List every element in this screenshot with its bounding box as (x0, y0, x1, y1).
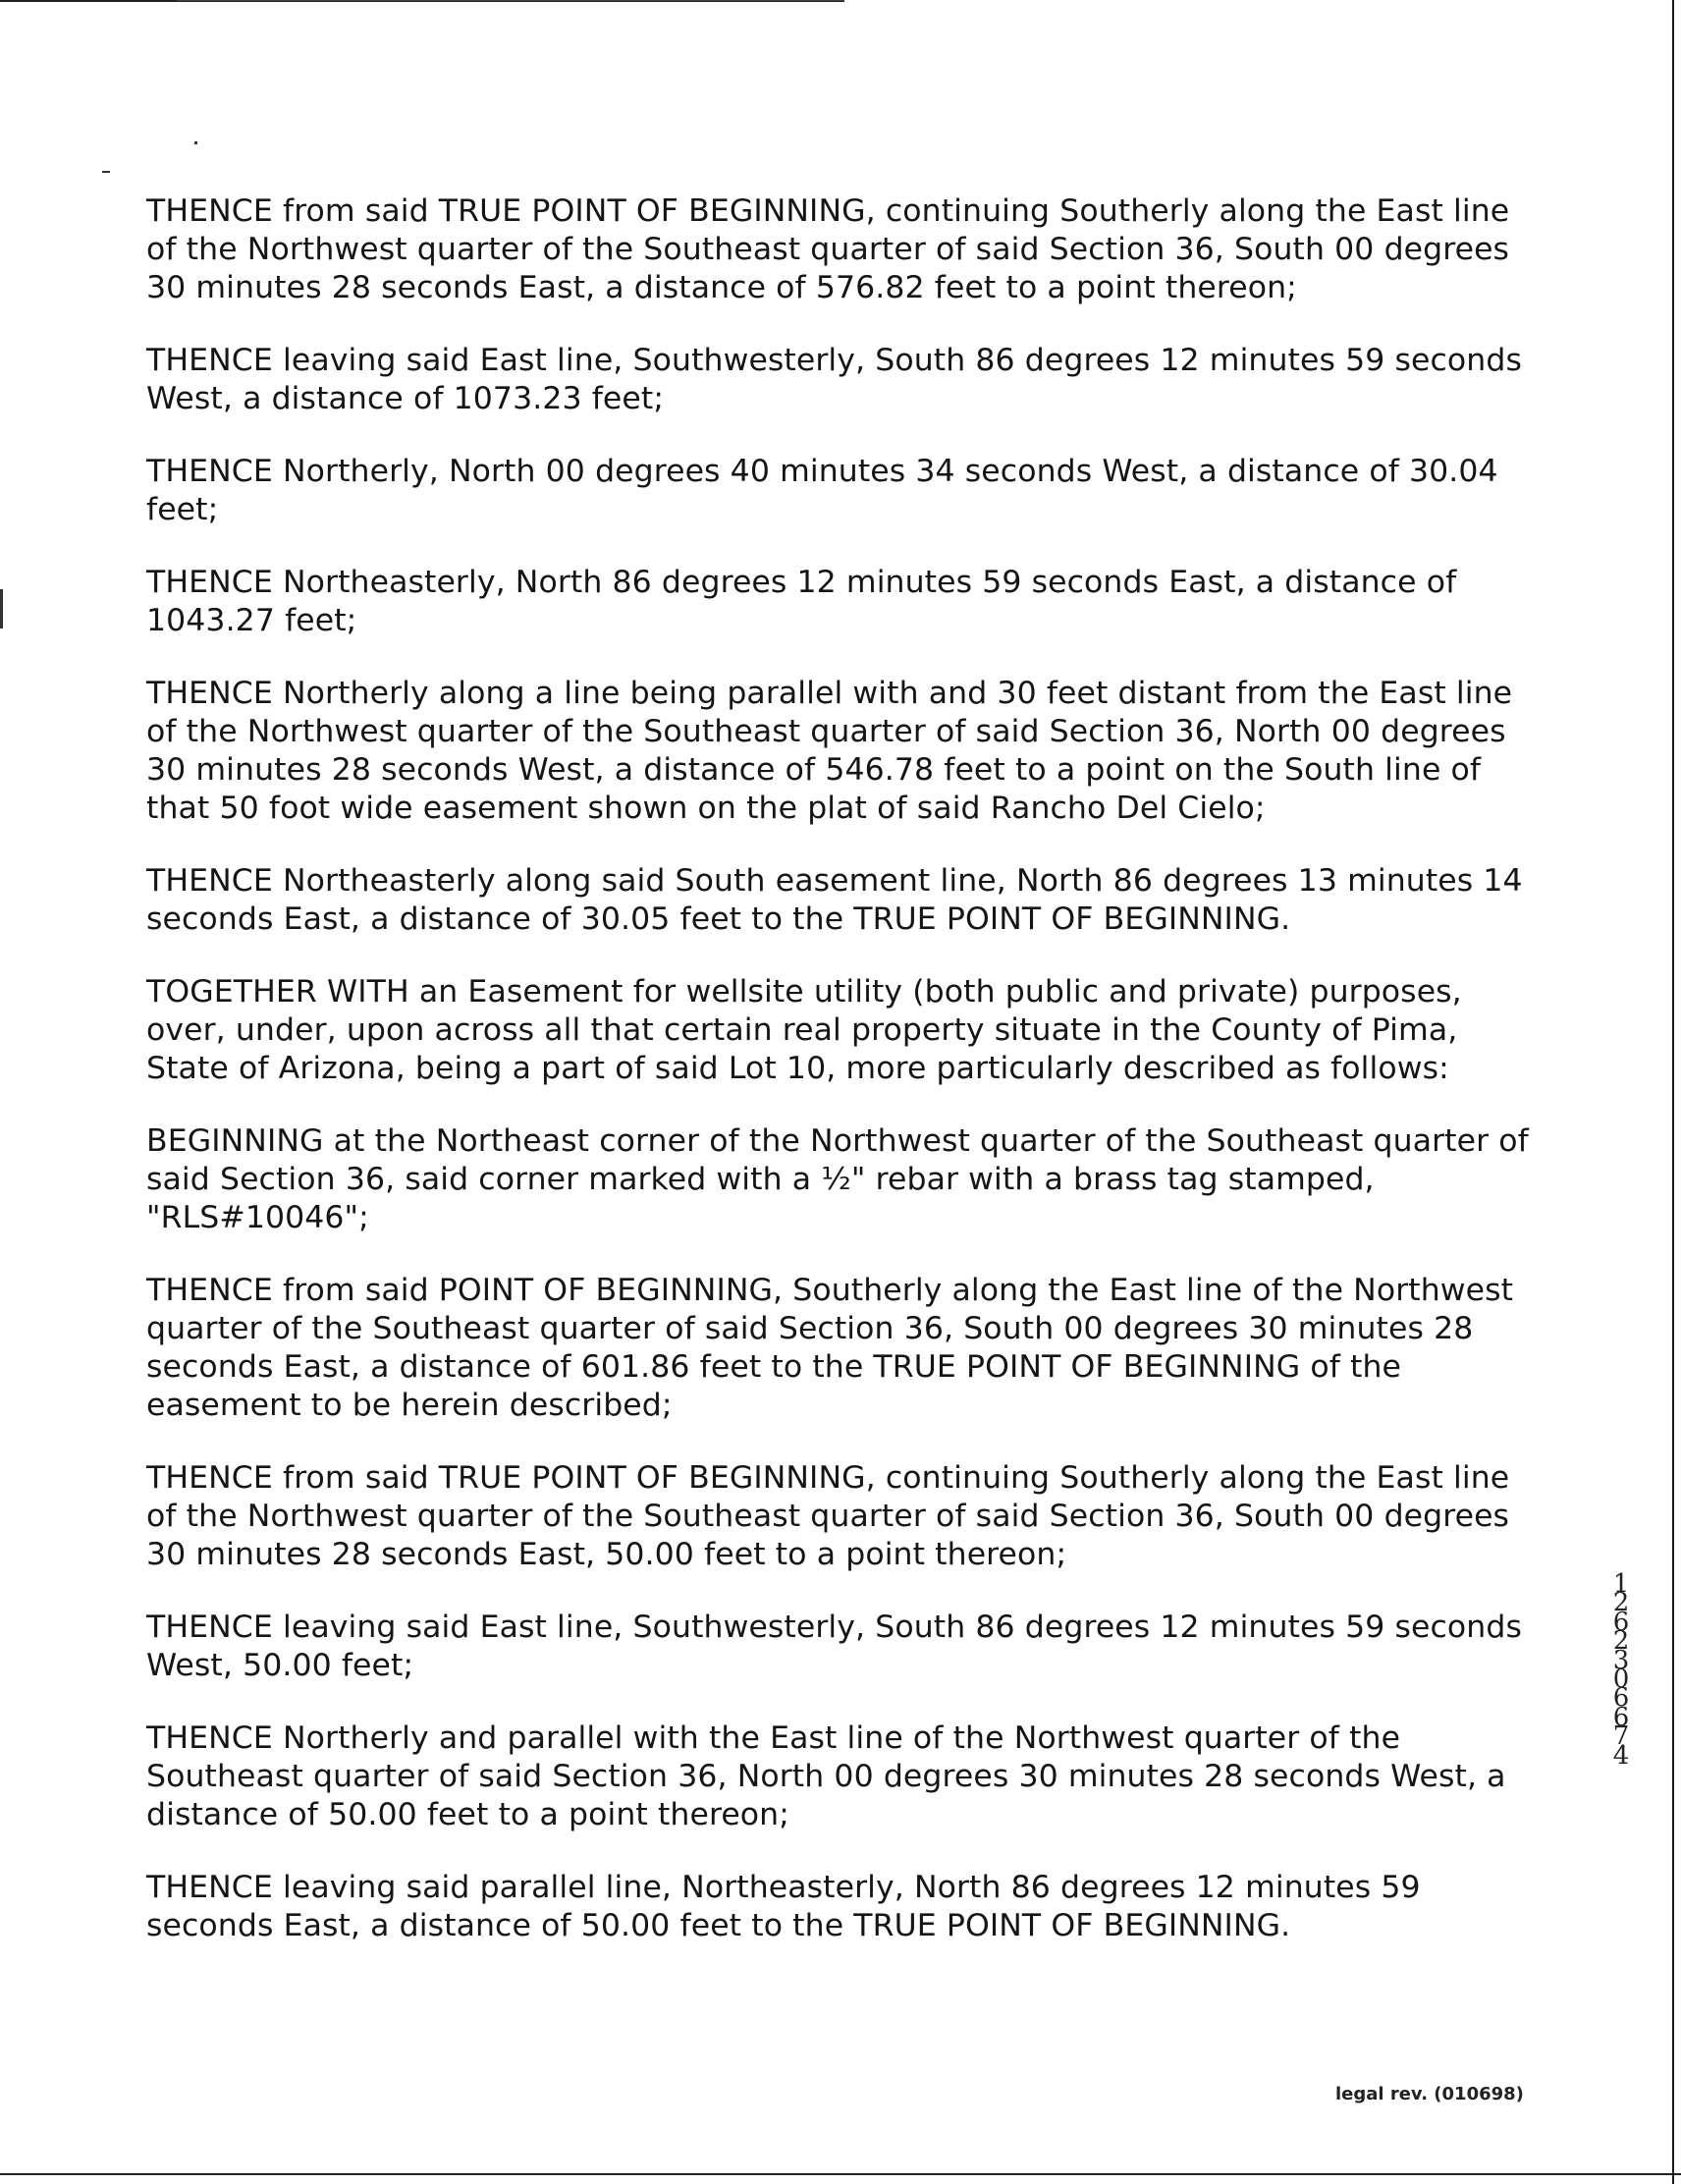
scan-mark-left (0, 589, 3, 628)
paragraph: THENCE leaving said East line, Southwesterly, South 86 degrees 12 minutes 59 seconds West, 50.00 feet; (146, 1610, 1522, 1683)
paragraph: THENCE Northerly, North 00 degrees 40 minutes 34 seconds West, a distance of 30.04 feet; (146, 454, 1498, 527)
paragraph: THENCE Northerly along a line being parallel with and 30 feet distant from the East line of the Northwest quarter of the Southeast quarter of said Section 36, North 00 degrees 30 minutes 28 seconds West, a distance of 546.78 feet to a point on the South line of that 50 foot wide easement shown on the plat of said Rancho Del Cielo; (146, 676, 1513, 826)
recording-number-stamp: 12623 06674 (1612, 1569, 1630, 1771)
paragraph: THENCE Northeasterly, North 86 degrees 12 minutes 59 seconds East, a distance of 1043.27 feet; (146, 565, 1457, 638)
paragraph: BEGINNING at the Northeast corner of the Northwest quarter of the Southeast quarter of said Section 36, said corner marked with a ½" rebar with a brass tag stamped, "RLS#10046"; (146, 1123, 1529, 1235)
paragraph: THENCE leaving said parallel line, Northeasterly, North 86 degrees 12 minutes 59 seconds East, a distance of 50.00 feet to the TRUE POINT OF BEGINNING. (146, 1870, 1421, 1943)
scan-speck (102, 171, 110, 173)
paragraph: THENCE Northerly and parallel with the East line of the Northwest quarter of the Southeast quarter of said Section 36, North 00 degrees 30 minutes 28 seconds West, a distance of 50.00 feet to a point thereon; (146, 1720, 1506, 1832)
paragraph: THENCE from said POINT OF BEGINNING, Southerly along the East line of the Northwest quarter of the Southeast quarter of said Section 36, South 00 degrees 30 minutes 28 seconds East, a distance of 601.86 feet to the TRUE POINT OF BEGINNING of the easement to be herein described; (146, 1273, 1514, 1423)
scan-border-top-inner (177, 0, 844, 1)
scan-border-right (1672, 0, 1674, 2184)
paragraph: TOGETHER WITH an Easement for wellsite utility (both public and private) purposes, over, under, upon across all that certain real property situate in the County of Pima, State of Arizona, being a part of said Lot 10, more particularly described as follows: (146, 974, 1462, 1086)
footer-revision-note: legal rev. (010698) (1335, 2084, 1524, 2104)
paragraph: THENCE Northeasterly along said South easement line, North 86 degrees 13 minutes 14 seconds East, a distance of 30.05 feet to the TRUE POINT OF BEGINNING. (146, 863, 1523, 937)
paragraph: THENCE from said TRUE POINT OF BEGINNING, continuing Southerly along the East line of the Northwest quarter of the Southeast quarter of said Section 36, South 00 degrees 30 minutes 28 seconds East, a distance of 576.82 feet to a point thereon; (146, 193, 1510, 305)
scan-speck (194, 141, 197, 144)
paragraph: THENCE from said TRUE POINT OF BEGINNING, continuing Southerly along the East line of the Northwest quarter of the Southeast quarter of said Section 36, South 00 degrees 30 minutes 28 seconds East, 50.00 feet to a point thereon; (146, 1460, 1510, 1572)
paragraph: THENCE leaving said East line, Southwesterly, South 86 degrees 12 minutes 59 seconds West, a distance of 1073.23 feet; (146, 343, 1522, 416)
legal-description-body (146, 192, 1541, 1980)
scan-border-bottom (0, 2173, 1681, 2175)
